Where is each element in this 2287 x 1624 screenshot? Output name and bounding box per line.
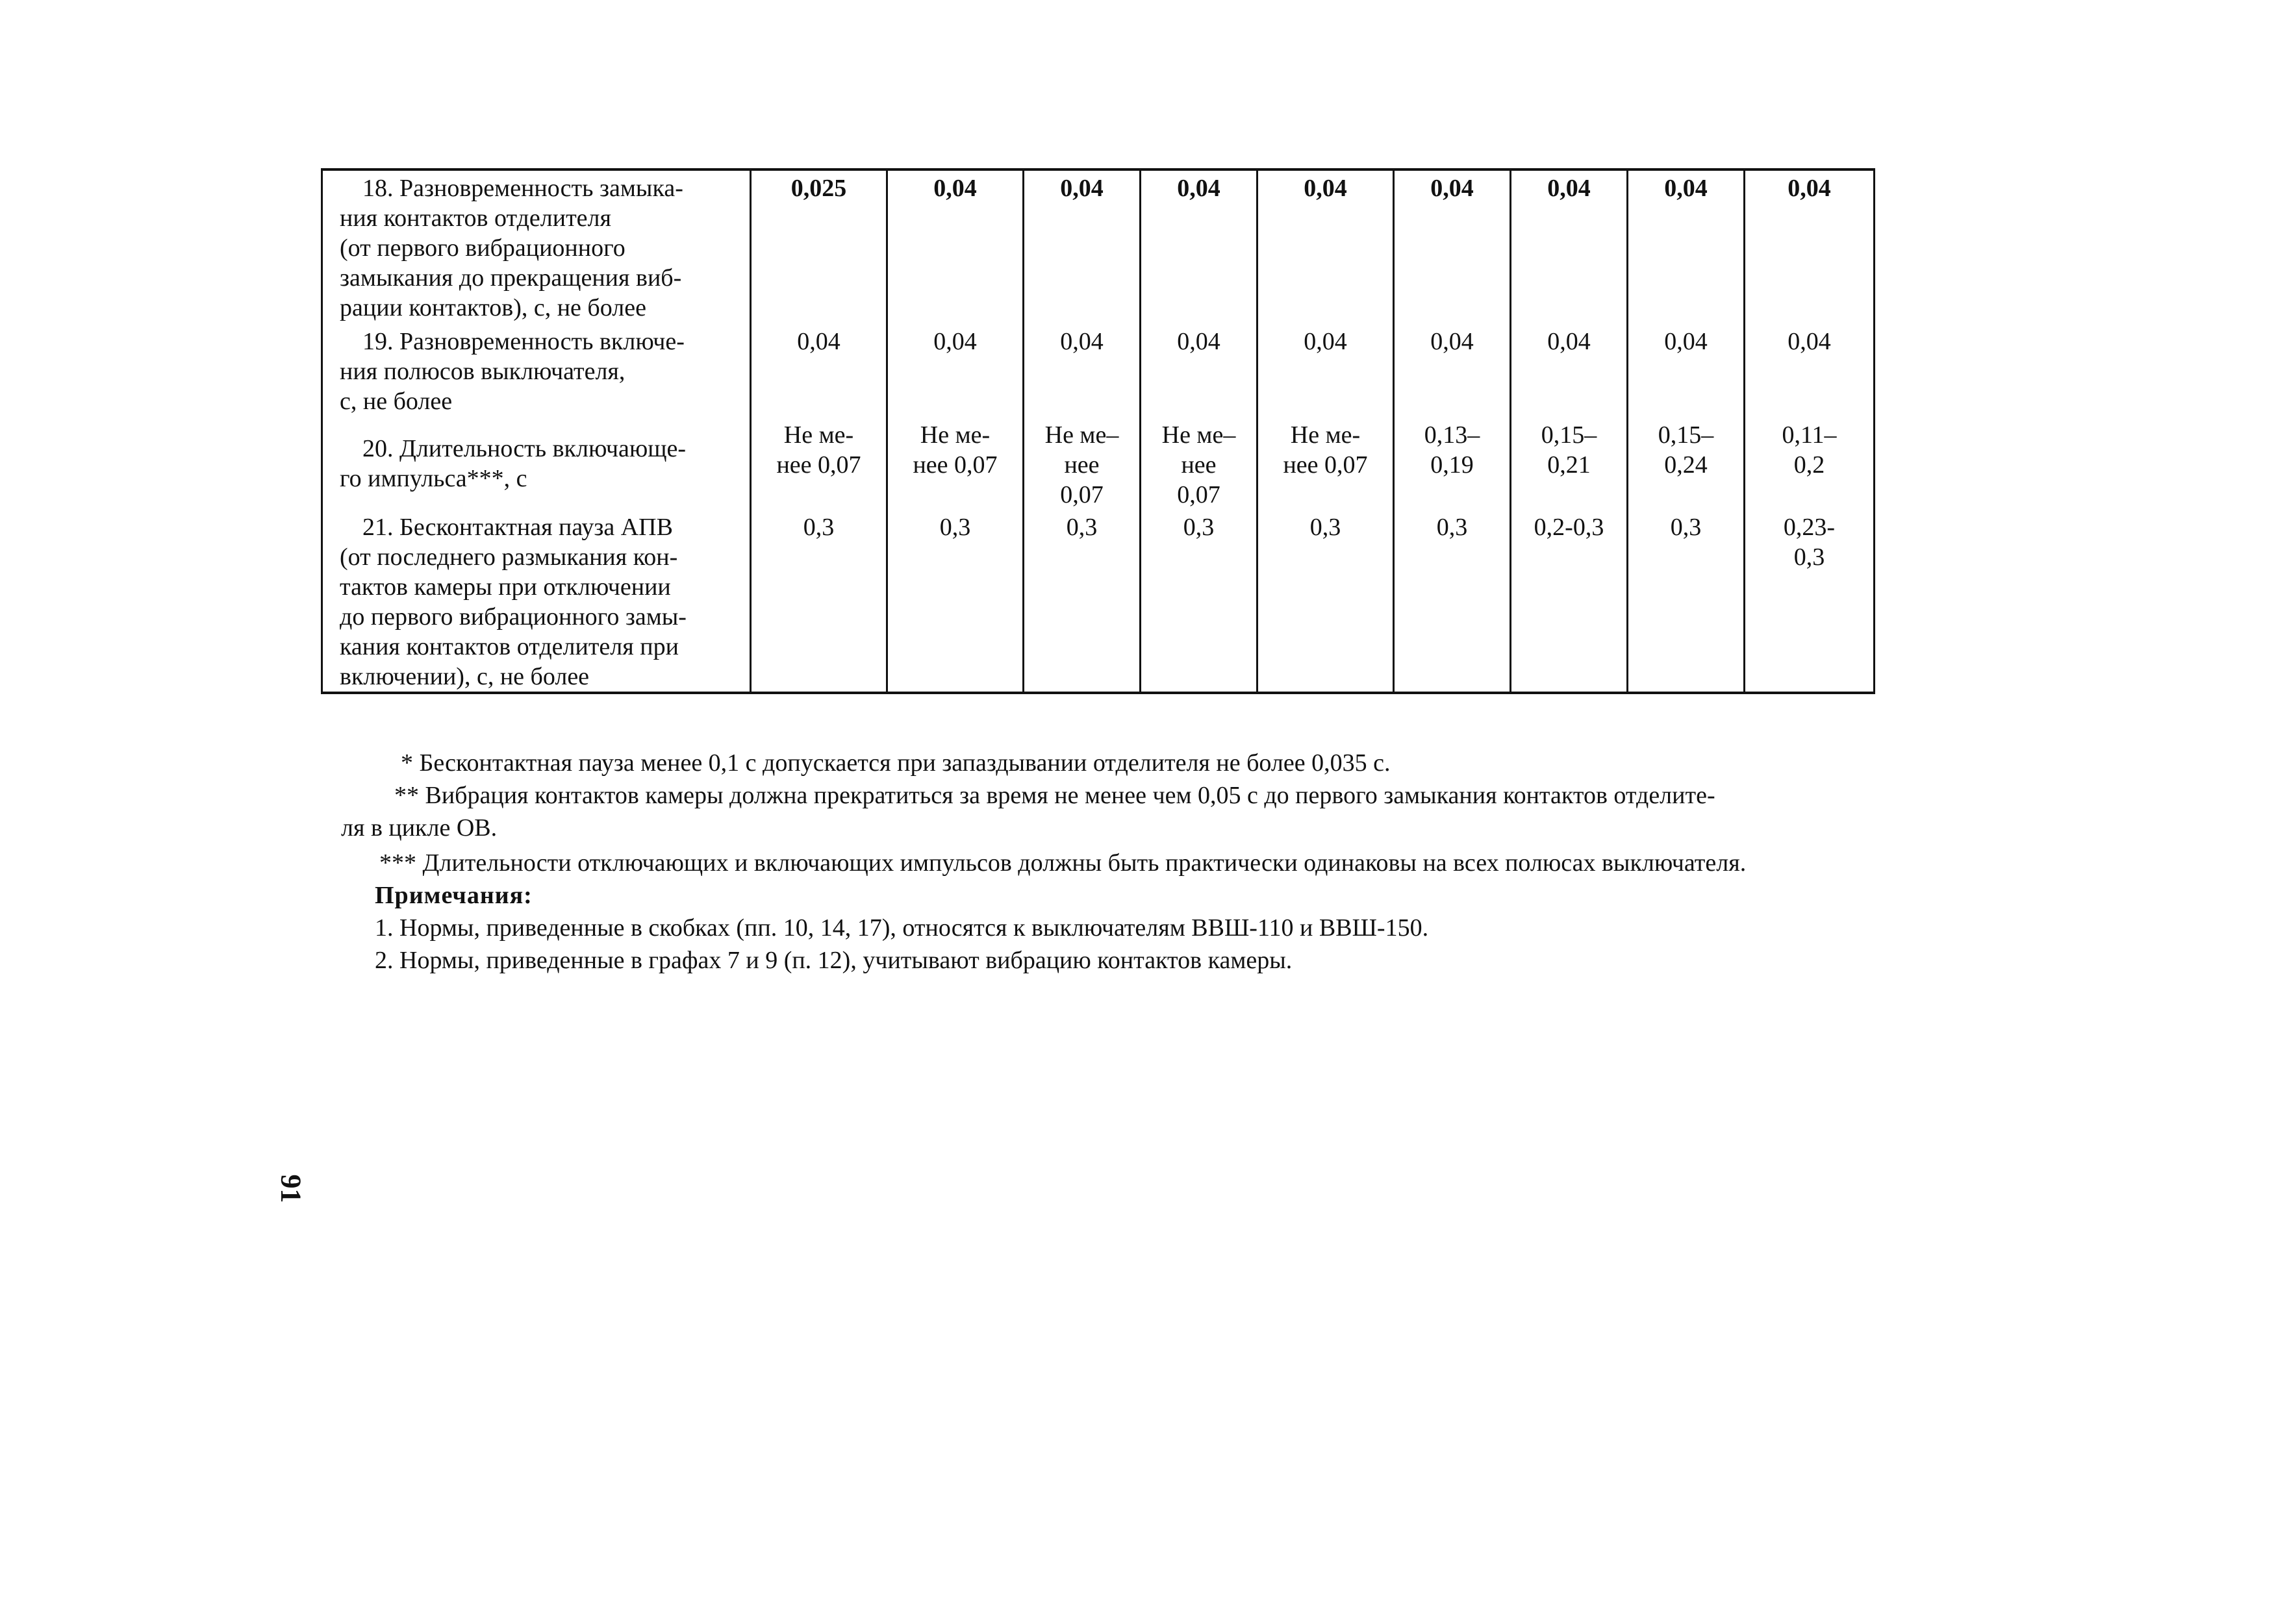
param-text: 20. Длительность включающе- го импульса***, с <box>340 435 687 492</box>
footnote-2: ** Вибрация контактов камеры должна прекратиться за время не менее чем 0,05 с до первого замыкания контактов отделите- <box>394 782 1715 809</box>
footnotes <box>341 747 1882 977</box>
value-cell: 0,23- 0,3 <box>1745 510 1875 693</box>
value-cell: 0,15– 0,21 <box>1511 418 1628 510</box>
value-cell: 0,04 <box>1511 169 1628 324</box>
value-cell: 0,04 <box>751 324 887 418</box>
value-cell: 0,3 <box>1257 510 1394 693</box>
value-cell: 0,11– 0,2 <box>1745 418 1875 510</box>
value-cell: 0,3 <box>1024 510 1141 693</box>
table-row <box>322 324 1875 418</box>
value-cell: 0,04 <box>1394 324 1511 418</box>
note-item-1: 1. Нормы, приведенные в скобках (пп. 10, 14, 17), относятся к выключателям ВВШ-110 и ВВШ-150. <box>375 914 1429 942</box>
value-cell: 0,04 <box>1257 169 1394 324</box>
footnote-3: *** Длительности отключающих и включающих импульсов должны быть практически одинаковы на всех полюсах выключателя. <box>379 849 1747 877</box>
value-cell: 0,3 <box>887 510 1024 693</box>
value-cell: Не ме- нее 0,07 <box>751 418 887 510</box>
value-cell: Не ме- нее 0,07 <box>887 418 1024 510</box>
param-cell <box>322 510 751 693</box>
value-cell: 0,15– 0,24 <box>1628 418 1745 510</box>
value-cell: 0,3 <box>1141 510 1257 693</box>
value-cell: 0,04 <box>1628 324 1745 418</box>
norms-table-container <box>321 168 1873 694</box>
param-text: 19. Разновременность включе- ния полюсов выключателя, с, не более <box>340 328 685 415</box>
value-cell: 0,2-0,3 <box>1511 510 1628 693</box>
param-cell <box>322 169 751 324</box>
param-cell <box>322 418 751 510</box>
value-cell: 0,04 <box>1257 324 1394 418</box>
value-cell: 0,13– 0,19 <box>1394 418 1511 510</box>
norms-table <box>321 168 1875 694</box>
notes-heading: Примечания: <box>375 882 533 909</box>
value-cell: 0,04 <box>1141 324 1257 418</box>
footnote-1: * Бесконтактная пауза менее 0,1 с допускается при запаздывании отделителя не более 0,035 с. <box>401 749 1391 777</box>
value-cell: 0,04 <box>1024 324 1141 418</box>
value-cell: 0,04 <box>1745 169 1875 324</box>
table-row <box>322 169 1875 324</box>
value-cell: 0,04 <box>1394 169 1511 324</box>
value-cell: Не ме– нее 0,07 <box>1024 418 1141 510</box>
note-item-2: 2. Нормы, приведенные в графах 7 и 9 (п. 12), учитывают вибрацию контактов камеры. <box>375 947 1293 974</box>
value-cell: 0,04 <box>887 324 1024 418</box>
param-text: 21. Бесконтактная пауза АПВ (от последнего размыкания кон- тактов камеры при отключении до первого вибрационного замы- кания контактов отделителя при включении), с, не более <box>340 514 687 690</box>
footnote-2-continued: ля в цикле ОВ. <box>341 814 498 842</box>
value-cell: 0,04 <box>1141 169 1257 324</box>
value-cell: 0,3 <box>1628 510 1745 693</box>
value-cell: 0,025 <box>751 169 887 324</box>
param-cell <box>322 324 751 418</box>
value-cell: Не ме- нее 0,07 <box>1257 418 1394 510</box>
table-row <box>322 510 1875 693</box>
value-cell: 0,04 <box>1024 169 1141 324</box>
value-cell: 0,3 <box>751 510 887 693</box>
value-cell: 0,04 <box>1511 324 1628 418</box>
param-text: 18. Разновременность замыка- ния контактов отделителя (от первого вибрационного замыкания до прекращения виб- рации контактов), с, не более <box>340 175 683 321</box>
page-number: 91 <box>275 1174 307 1203</box>
value-cell: Не ме– нее 0,07 <box>1141 418 1257 510</box>
table-row <box>322 418 1875 510</box>
value-cell: 0,04 <box>1745 324 1875 418</box>
value-cell: 0,3 <box>1394 510 1511 693</box>
value-cell: 0,04 <box>1628 169 1745 324</box>
value-cell: 0,04 <box>887 169 1024 324</box>
